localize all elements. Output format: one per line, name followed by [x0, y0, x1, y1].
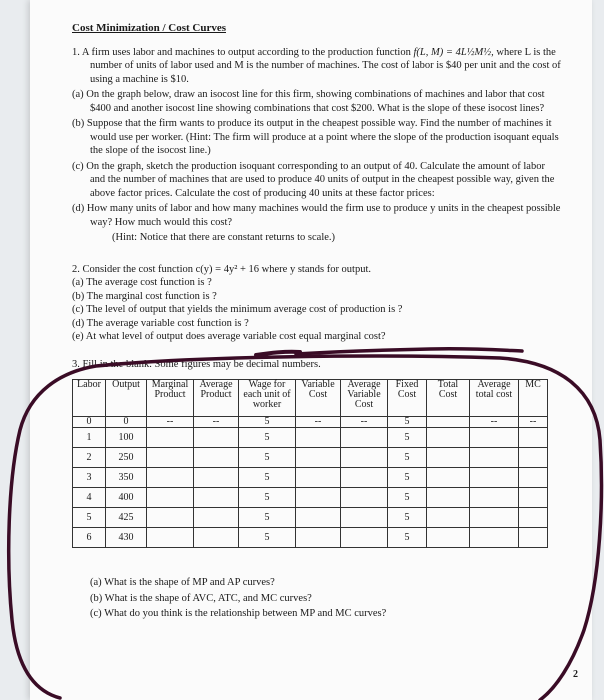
cell-variable-cost	[296, 488, 341, 508]
q3-part-a: (a) What is the shape of MP and AP curves?	[90, 577, 275, 588]
cell-labor: 4	[73, 488, 106, 508]
table-row	[73, 488, 548, 508]
cell-output: 100	[106, 428, 147, 448]
cost-table	[72, 379, 548, 548]
cell-avc	[341, 448, 388, 468]
col-header-wage: Wage for each unit of worker	[239, 380, 296, 417]
col-header-fixed-cost: Fixed Cost	[388, 380, 427, 417]
cell-wage: 5	[239, 468, 296, 488]
cell-marginal-product	[147, 488, 194, 508]
cell-variable-cost	[296, 508, 341, 528]
cell-total-cost	[427, 468, 470, 488]
cell-atc	[470, 448, 519, 468]
cell-fixed-cost: 5	[388, 488, 427, 508]
q3-followups	[72, 576, 562, 621]
table-row	[73, 508, 548, 528]
q1-intro	[72, 46, 562, 87]
table-row	[73, 448, 548, 468]
q1-intro-text-1: 1. A firm uses labor and machines to output according to the production function	[72, 46, 411, 58]
col-header-marginal-product: Marginal Product	[147, 380, 194, 417]
q1-hint: (Hint: Notice that there are constant returns to scale.)	[112, 232, 336, 243]
cell-average-product	[194, 528, 239, 548]
cell-mc	[519, 428, 548, 448]
cell-fixed-cost: 5	[388, 428, 427, 448]
col-header-average-product: Average Product	[194, 380, 239, 417]
document-page	[30, 0, 592, 700]
cell-marginal-product: --	[147, 417, 194, 428]
cell-marginal-product	[147, 528, 194, 548]
cell-avc	[341, 428, 388, 448]
cell-mc	[519, 508, 548, 528]
cell-average-product	[194, 508, 239, 528]
cell-avc	[341, 488, 388, 508]
cell-total-cost	[427, 508, 470, 528]
cell-total-cost	[427, 448, 470, 468]
cell-variable-cost	[296, 468, 341, 488]
col-header-atc: Average total cost	[470, 380, 519, 417]
table-row	[73, 528, 548, 548]
cell-output: 425	[106, 508, 147, 528]
cell-mc	[519, 448, 548, 468]
q2-part-a: (a) The average cost function is ?	[72, 277, 212, 288]
cell-wage: 5	[239, 417, 296, 428]
cell-wage: 5	[239, 448, 296, 468]
q3-part-b: (b) What is the shape of AVC, ATC, and MC curves?	[90, 592, 312, 604]
cell-average-product	[194, 448, 239, 468]
cell-marginal-product	[147, 448, 194, 468]
cell-mc	[519, 528, 548, 548]
cell-output: 430	[106, 528, 147, 548]
cell-avc: --	[341, 417, 388, 428]
cell-total-cost	[427, 417, 470, 428]
cell-output: 0	[106, 417, 147, 428]
cell-labor: 0	[73, 417, 106, 428]
cell-labor: 6	[73, 528, 106, 548]
cell-atc	[470, 528, 519, 548]
cell-avc	[341, 468, 388, 488]
cell-avc	[341, 528, 388, 548]
page-number: 2	[573, 669, 578, 680]
cell-fixed-cost: 5	[388, 468, 427, 488]
col-header-mc: MC	[519, 380, 548, 417]
cell-average-product	[194, 488, 239, 508]
cell-wage: 5	[239, 488, 296, 508]
document-title: Cost Minimization / Cost Curves	[72, 22, 226, 34]
cell-atc	[470, 508, 519, 528]
q1-part-b: (b) Suppose that the firm wants to produce its output in the cheapest possible way. Find the number of machines it would use per worker. (Hint: The firm will produce at a point where the slope of the production isoquant equals the slope of the isocost line.)	[72, 118, 559, 156]
table-row	[73, 428, 548, 448]
cell-fixed-cost: 5	[388, 417, 427, 428]
cell-marginal-product	[147, 508, 194, 528]
cell-mc	[519, 468, 548, 488]
cell-variable-cost: --	[296, 417, 341, 428]
cell-atc	[470, 488, 519, 508]
cell-fixed-cost: 5	[388, 528, 427, 548]
q3-intro: 3. Fill in the blank. Some figures may be decimal numbers.	[72, 358, 321, 370]
cell-avc	[341, 508, 388, 528]
col-header-total-cost: Total Cost	[427, 380, 470, 417]
q3-part-c: (c) What do you think is the relationship between MP and MC curves?	[90, 608, 387, 619]
q2-intro: 2. Consider the cost function c(y) = 4y² + 16 where y stands for output.	[72, 263, 372, 275]
q1-intro-text-2: where L is the number of units of labor used and M is the number of machines. The cost of labor is $40 per unit and the cost of using a machine is $10.	[90, 46, 561, 85]
cell-labor: 2	[73, 448, 106, 468]
cell-output: 350	[106, 468, 147, 488]
table-header-row	[73, 380, 548, 417]
q2-part-c: (c) The level of output that yields the minimum average cost of production is ?	[72, 304, 403, 315]
cell-marginal-product	[147, 468, 194, 488]
q2-part-e: (e) At what level of output does average variable cost equal marginal cost?	[72, 331, 386, 342]
cell-average-product	[194, 468, 239, 488]
cell-variable-cost	[296, 428, 341, 448]
q1-formula: f(L, M) = 4L½M½,	[413, 46, 494, 58]
col-header-labor: Labor	[73, 380, 106, 417]
cell-total-cost	[427, 488, 470, 508]
cell-atc: --	[470, 417, 519, 428]
cell-labor: 5	[73, 508, 106, 528]
document-content	[72, 22, 562, 623]
table-row	[73, 468, 548, 488]
col-header-output: Output	[106, 380, 147, 417]
q1-part-d: (d) How many units of labor and how many machines would the firm use to produce y units in the cheapest possible way? How much would this cost?	[72, 203, 561, 228]
cell-labor: 3	[73, 468, 106, 488]
cell-mc	[519, 488, 548, 508]
table-row	[73, 417, 548, 428]
cell-mc: --	[519, 417, 548, 428]
cell-marginal-product	[147, 428, 194, 448]
col-header-variable-cost: Variable Cost	[296, 380, 341, 417]
cell-atc	[470, 428, 519, 448]
cell-output: 400	[106, 488, 147, 508]
cell-wage: 5	[239, 508, 296, 528]
cell-fixed-cost: 5	[388, 508, 427, 528]
cell-output: 250	[106, 448, 147, 468]
q1-part-a: (a) On the graph below, draw an isocost line for this firm, showing combinations of machines and labor that cost $400 and another isocost line showing combinations that cost $200. What is the slope of these isocost lines?	[72, 89, 545, 114]
cell-total-cost	[427, 528, 470, 548]
cell-average-product: --	[194, 417, 239, 428]
q1-part-c: (c) On the graph, sketch the production isoquant corresponding to an output of 40. Calculate the amount of labor and the number of machines that are used to produce 40 units of output in the cheapest possible way, given the above factor prices. Calculate the cost of producing 40 units at these factor prices:	[72, 160, 555, 199]
cell-wage: 5	[239, 428, 296, 448]
cell-fixed-cost: 5	[388, 448, 427, 468]
cell-variable-cost	[296, 448, 341, 468]
q2-part-b: (b) The marginal cost function is ?	[72, 290, 217, 302]
q2-part-d: (d) The average variable cost function is ?	[72, 317, 249, 329]
cell-labor: 1	[73, 428, 106, 448]
cell-total-cost	[427, 428, 470, 448]
cell-average-product	[194, 428, 239, 448]
col-header-avc: Average Variable Cost	[341, 380, 388, 417]
cell-variable-cost	[296, 528, 341, 548]
cell-atc	[470, 468, 519, 488]
cell-wage: 5	[239, 528, 296, 548]
